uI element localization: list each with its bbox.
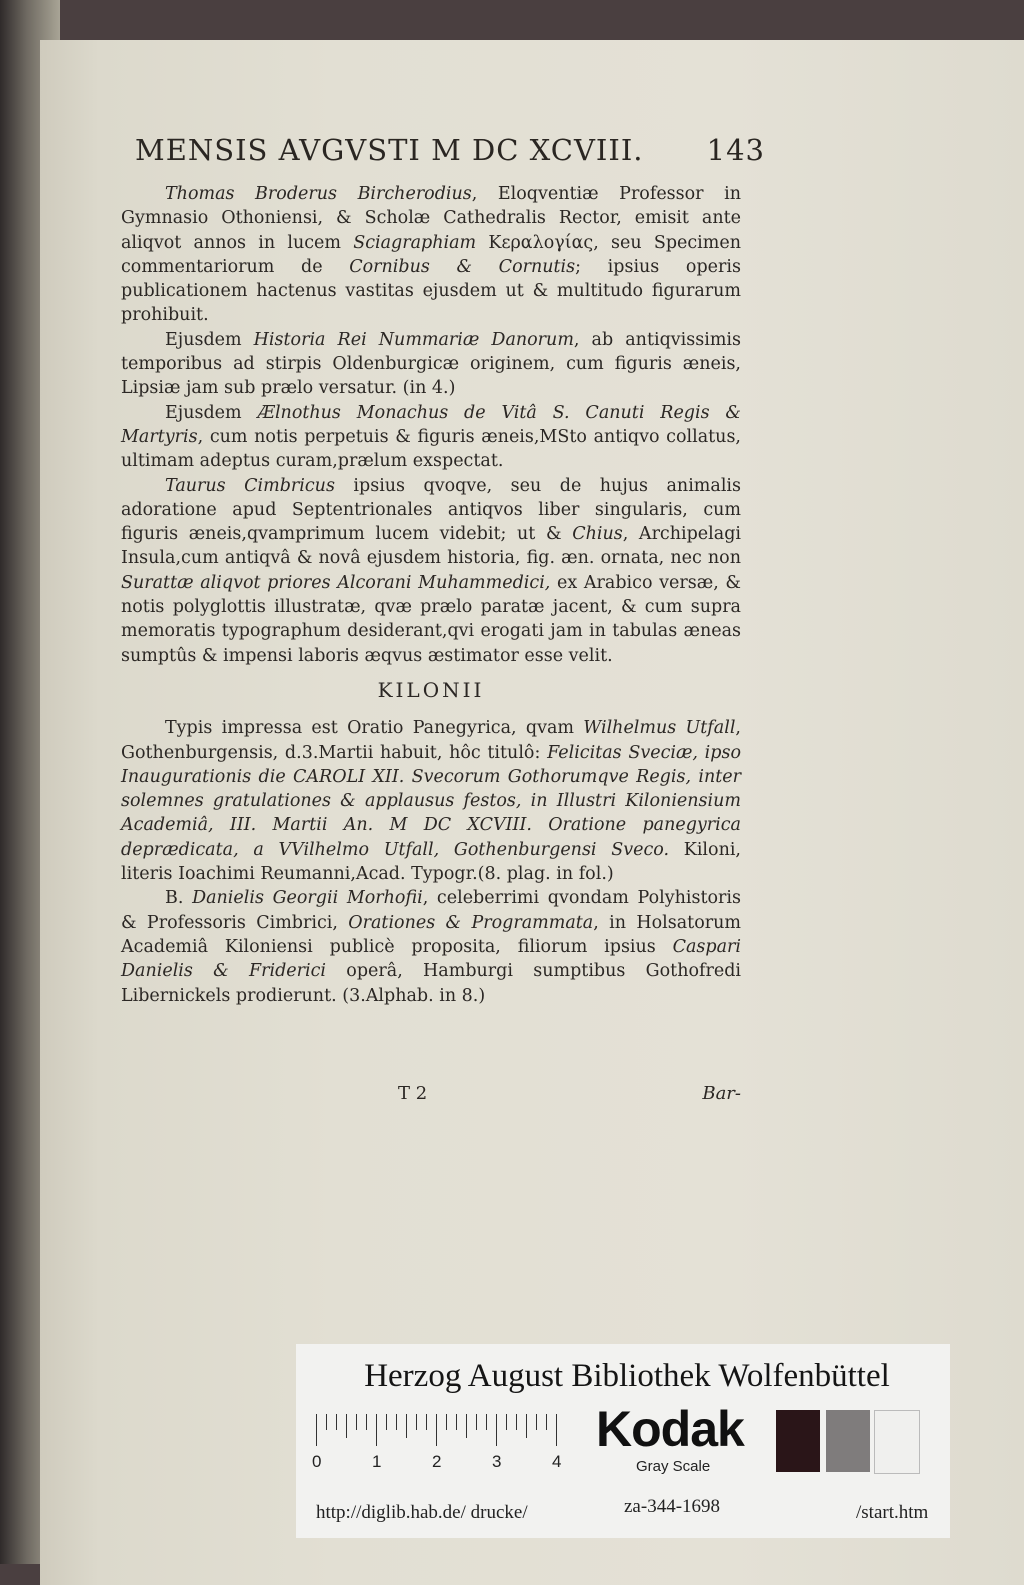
page-number: 143 [706,133,765,167]
roman-text: ipsius qvoqve, seu de hujus animalis adoratione apud Septentrionales antiqvos liber singularis, cum figuris æneis,qvamprimum lucem videbit; ut & [121,475,741,545]
signature-mark: T 2 [398,1083,428,1104]
ruler-tick [506,1414,507,1430]
roman-text: ; ipsius operis publicationem hactenus vastitas ejusdem ut & multitudo figurarum prohibuit. [121,256,741,326]
paragraph [121,474,741,668]
ruler-number: 4 [552,1452,562,1471]
ruler-tick [376,1414,377,1446]
library-name: Herzog August Bibliothek Wolfenbüttel [364,1358,890,1394]
ruler-tick [366,1414,367,1430]
roman-text: Kiloni, literis Ioachimi Reumanni,Acad. Typogr.(8. plag. in fol.) [121,839,741,885]
italic-text: Surattæ aliqvot priores Alcorani Muhammedici, [121,572,551,593]
roman-text: , ab antiqvissimis temporibus ad stirpis Oldenburgicæ originem, cum figuris æneis, Lipsiæ jam sub prælo versatur. (in 4.) [121,329,741,399]
paragraph [121,328,741,401]
italic-text: Felicitas Sveciæ, ipso Inaugurationis die CAROLI XII. Svecorum Gothorumqve Regis, inter solemnes gratulationes & applausus festos, in Illustri Kiloniensium Academiâ, III. Martii An. M DC XCVIII. Oratione panegyrica deprædicata, a VVilhelmo Utfall, Gothenburgensi Sveco. [121,742,741,860]
ruler-tick [546,1414,547,1430]
catchword: Bar- [702,1083,741,1104]
italic-text: Chius [572,524,623,545]
running-title: MENSIS AVGVSTI M DC XCVIII. [135,133,644,167]
scale-ruler [316,1414,556,1446]
paragraph [121,182,741,328]
roman-text: B. [165,888,193,909]
gray-swatch-dark [776,1410,820,1472]
ruler-tick [516,1414,517,1430]
italic-text: Caspari Danielis & Friderici [121,936,741,982]
roman-text: , Eloqventiæ Professor in Gymnasio Othoniensi, & Scholæ Cathedralis Rector, emisit ante aliqvot annos in lucem [121,184,741,253]
italic-text: Danielis Georgii Morhofii [192,888,423,909]
roman-text: Ejusdem [165,329,254,350]
italic-text: Thomas Broderus Bircherodius [165,184,472,204]
ruler-tick [346,1414,347,1438]
page-footer [121,1083,741,1104]
ruler-tick [536,1414,537,1430]
ruler-tick [476,1414,477,1430]
roman-text: Typis impressa est Oratio Panegyrica, qvam [165,718,584,739]
italic-text: Historia Rei Nummariæ Danorum [253,329,574,350]
ruler-tick [316,1414,317,1446]
roman-text: , celeberrimi qvondam Polyhistoris & Professoris Cimbrici, [121,888,741,933]
ruler-tick [406,1414,407,1438]
ruler-tick [486,1414,487,1430]
ruler-number: 3 [492,1452,502,1471]
italic-text: Ælnothus Monachus de Vitâ S. Canuti Regis & Martyris [121,402,741,447]
ruler-tick [466,1414,467,1438]
roman-text: ex Arabico versæ, & notis polyglottis illustratæ, qvæ prælo paratæ jacent, & cum supra memoratis typographum desiderant,qvi erogati jam in tabulas æneas sumptûs & impensi laboris æqvus æstimator esse velit. [121,572,741,666]
ruler-tick [326,1414,327,1430]
italic-text: Taurus Cimbricus [165,475,335,496]
ruler-tick [436,1414,437,1446]
ruler-number: 2 [432,1452,442,1471]
paragraph [121,716,741,886]
section-heading: KILONII [377,677,485,702]
roman-text: , in Holsatorum Academiâ Kiloniensi publicè proposita, filiorum ipsius [121,912,741,957]
italic-text: Orationes & Programmata [348,912,594,933]
library-color-card [296,1344,950,1538]
ruler-tick [416,1414,417,1430]
italic-text: Cornibus & Cornutis [349,256,576,277]
italic-text: Sciagraphiam [353,232,477,253]
ruler-tick [396,1414,397,1430]
roman-text: Ejusdem [165,402,258,423]
gray-scale-label: Gray Scale [636,1458,711,1475]
roman-text: , cum notis perpetuis & figuris æneis,MSto antiqvo collatus, ultimam adeptus curam,prælum exspectat. [121,426,741,472]
roman-text: operâ, Hamburgi sumptibus Gothofredi Libernickels prodierunt. (3.Alphab. in 8.) [121,961,742,1006]
ruler-tick [496,1414,497,1446]
ruler-tick [556,1414,557,1446]
kodak-logo: Kodak [596,1401,744,1457]
paragraph [121,401,741,474]
ruler-tick [526,1414,527,1438]
gray-swatch-mid [826,1410,870,1472]
source-url: http://diglib.hab.de/ drucke/ [316,1502,528,1523]
italic-text: Wilhelmus Utfall [583,718,736,739]
ruler-tick [386,1414,387,1430]
ruler-tick [426,1414,427,1430]
ruler-tick [456,1414,457,1430]
shelfmark: za-344-1698 [624,1496,721,1517]
ruler-number: 0 [312,1452,322,1471]
ruler-tick [446,1414,447,1430]
ruler-number: 1 [372,1452,382,1471]
roman-text: , Archipelagi Insula,cum antiqvâ & novâ ejusdem historia, fig. æn. ornata, nec non [121,524,741,569]
start-link: /start.htm [856,1502,929,1523]
ruler-tick [356,1414,357,1430]
roman-text: , Gothenburgensis, d.3.Martii habuit, hôc titulô: [121,718,741,763]
running-header [135,133,765,167]
roman-text: Κεραλογίας, seu Specimen commentariorum de [121,232,742,277]
gray-swatch-light [874,1410,920,1474]
body-text [121,182,741,1008]
ruler-tick [336,1414,337,1430]
paragraph [121,886,741,1007]
